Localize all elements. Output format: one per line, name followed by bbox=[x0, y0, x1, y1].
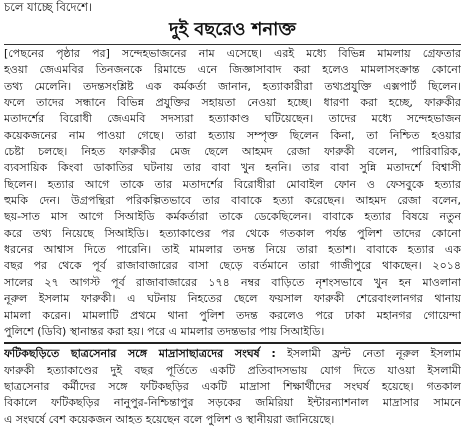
article-body bbox=[4, 46, 461, 340]
section-divider bbox=[4, 342, 461, 344]
article-line: কয়েকজনের নাম পাওয়া গেছে। তারা হত্যায় সম্পৃক্ত ছিলেন কিনা, তা নিশ্চিত হওয়ার bbox=[4, 128, 461, 142]
brief-line: ফারুকী হত্যাকাণ্ডের দুই বছর পূর্তিতে একটি প্রতিবাদসভায় যোগ দিতে যাওয়া ইসলামী bbox=[4, 363, 461, 377]
article-line: পুলিশে (ডিবি) স্থানান্তর করা হয়। পরে এ মামলার তদন্তভার পায় সিআইডি। bbox=[4, 324, 325, 338]
brief-news bbox=[4, 346, 461, 428]
article-line: মামলা করেন। মামলাটি প্রথমে থানা পুলিশ তদন্ত করলেও পরে ঢাকা মহানগর গোয়েন্দা bbox=[4, 308, 461, 322]
brief-title: ফটিকছড়িতে ছাত্রসেনার সঙ্গে মাদ্রাসাছাত্রদের সংঘর্ষ : bbox=[4, 347, 276, 361]
article-line: ধরনের আশ্বাস দিতে পারেনি। তাই মামলার তদন্ত নিয়ে তারা হতাশ। বাবাকে হত্যার এক bbox=[4, 243, 461, 257]
previous-article-fragment: চলে যাচ্ছে বিদেশে। bbox=[4, 0, 93, 14]
brief-line: ছাত্রসেনার কর্মীদের সঙ্গে ফটিকছড়ির একটি মাদ্রাসা শিক্ষার্থীদের সংঘর্ষ হয়েছে। গতকাল bbox=[4, 379, 461, 393]
brief-first-text: ইসলামী ফ্রন্ট নেতা নূরুল ইসলাম bbox=[275, 347, 461, 361]
article-line: মতাদর্শের বিরোধী জেএমবি সদস্যরা হত্যাকাণ্ড ঘটিয়েছেন। তাদের মধ্যে সন্দেহভাজন bbox=[4, 112, 461, 126]
brief-first-line bbox=[4, 346, 461, 362]
article-line: করে তথ্য নিয়েছে সিআইডি। হত্যাকাণ্ডের পর থেকে গতকাল পর্যন্ত পুলিশ তাদের কোনো bbox=[4, 226, 461, 240]
article-line: [পেছনের পৃষ্ঠার পর] সন্দেহভাজনের নাম এসেছে। এরই মধ্যে বিভিন্ন মামলায় গ্রেফতার bbox=[4, 47, 461, 60]
article-line: নূরুল ইসলাম ফারুকী। এ ঘটনায় নিহতের ছেলে ফয়সাল ফারুকী শেরেবাংলানগর থানায় bbox=[4, 292, 461, 306]
headline-rule bbox=[4, 44, 461, 45]
article-line: তথ্য মেলেনি। তদন্তসংশ্লিষ্ট এক কর্মকর্তা জানান, হত্যাকারীরা তথ্যপ্রযুক্তি এক্সপার্ট ছিলেন। bbox=[4, 79, 461, 93]
article-line: ফলে তাদের সন্ধানে বিভিন্ন প্রযুক্তির সহায়তা নেওয়া হচ্ছে। ধারণা করা হচ্ছে, ফারুকীর bbox=[4, 96, 461, 110]
article-line: সালের ২৭ আগস্ট পূর্ব রাজাবাজারের ১৭৪ নম্বর বাড়িতে নৃশংসভাবে খুন হন মাওলানা bbox=[4, 275, 461, 289]
headline: দুই বছরেও শনাক্ত bbox=[169, 19, 296, 40]
brief-line: বিকালে ফটিকছড়ির নানুপুর-নিশ্চিন্তাপুর সড়কের জমিরিয়া ইন্টারন্যাশনাল মাদ্রাসার সামনে bbox=[4, 396, 461, 410]
article-line: ব্যবসায়িক কিংবা ডাকাতির ঘটনায় তার বাবা খুন হননি। তার বাবা সুন্নি মতাদর্শে বিশ্বাসী bbox=[4, 161, 461, 175]
article-line: ছয়-সাত মাস আগে সিআইডি কর্মকর্তারা তাকে ডেকেছিলেন। বাবাকে হত্যার বিষয়ে নতুন bbox=[4, 210, 461, 224]
article-line: হওয়া জেএমবির তিনজনকে রিমান্ডে এনে জিজ্ঞাসাবাদ করা হলেও মামলাসংক্রান্ত কোনো bbox=[4, 63, 461, 77]
brief-line: এ সংঘর্ষে বেশ কয়েকজন আহত হয়েছেন বলে পুলিশ ও স্থানীয়রা জানিয়েছে। bbox=[4, 412, 335, 426]
article-line: বছর পর থেকে পূর্ব রাজাবাজারের বাসা ছেড়ে বর্তমানে তারা গাজীপুরে থাকছেন। ২০১৪ bbox=[4, 259, 461, 273]
headline-row bbox=[4, 16, 461, 43]
article-line: হুমকি দেন। উগ্রপন্থিরা পরিকল্পিতভাবে তার বাবাকে হত্যা করেছেন। আহমদ রেজা বলেন, bbox=[4, 194, 461, 208]
article-line: ছিলেন। হত্যার আগে তাকে তার মতাদর্শের বিরোধীরা মোবাইল ফোন ও ফেসবুকে হত্যার bbox=[4, 177, 461, 191]
article-line: চেষ্টা চলছে। নিহত ফারুকীর মেজ ছেলে আহমদ রেজা ফারুকী বলেন, পারিবারিক, bbox=[4, 145, 461, 159]
